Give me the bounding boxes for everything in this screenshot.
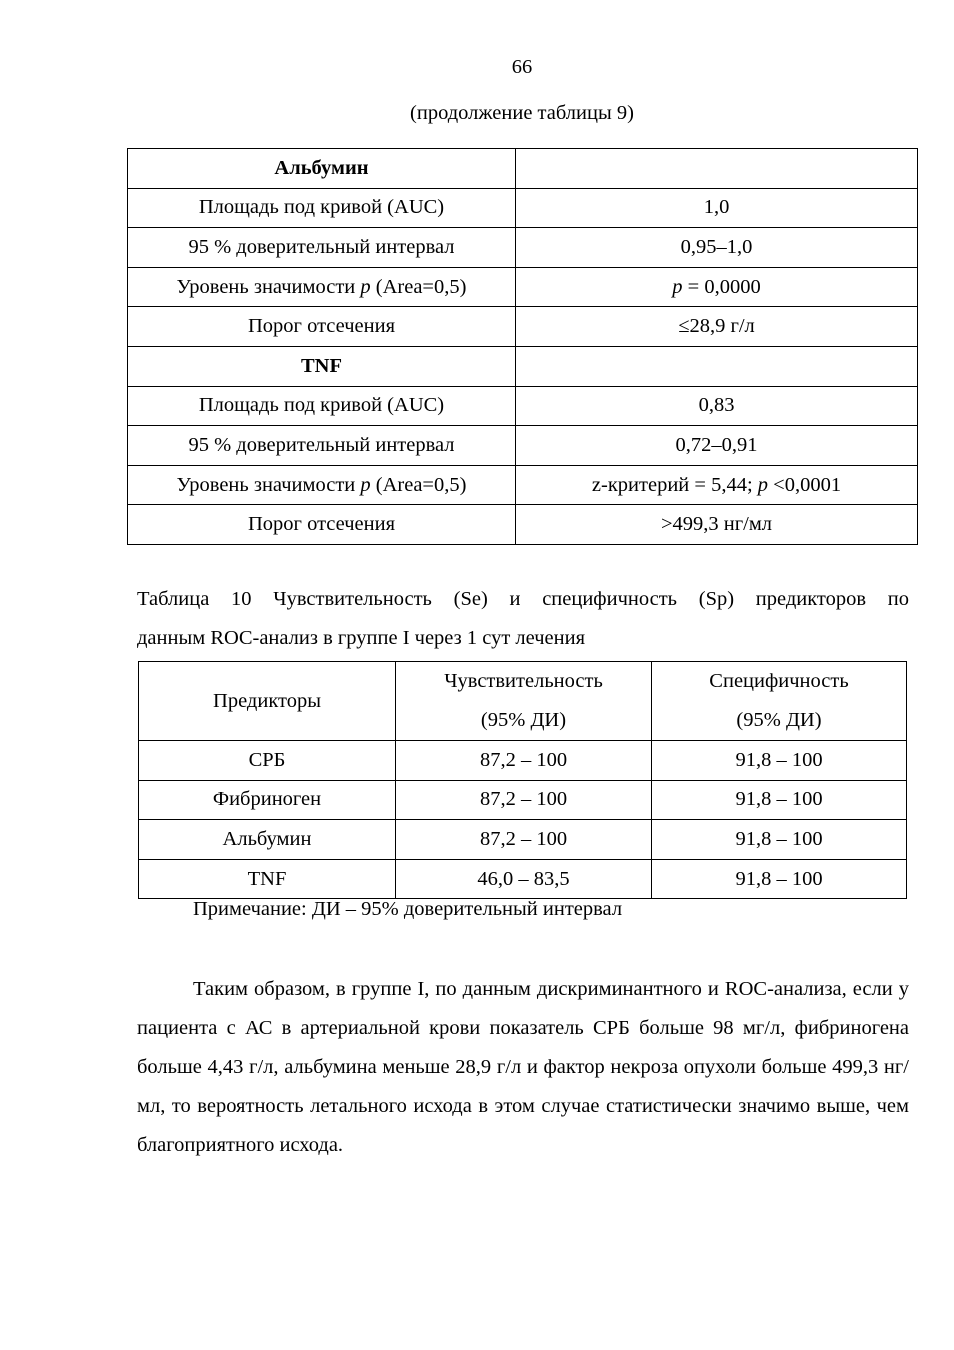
table-10-caption <box>137 580 909 658</box>
table-row <box>128 465 918 505</box>
table-9-continuation <box>127 148 918 545</box>
caption-line-2: данным ROC-анализ в группе I через 1 сут лечения <box>137 627 586 649</box>
table-row <box>128 346 918 386</box>
table-row <box>128 267 918 307</box>
table-row <box>139 820 907 860</box>
sensitivity-cell: 87,2 – 100 <box>396 820 652 860</box>
table-row <box>128 386 918 426</box>
predictor-cell: Альбумин <box>139 820 396 860</box>
section-header-albumin: Альбумин <box>128 149 516 189</box>
table-row <box>139 780 907 820</box>
table-10 <box>138 661 907 899</box>
row-value: z-критерий = 5,44; p <0,0001 <box>516 465 918 505</box>
header-specificity: Специфичность (95% ДИ) <box>652 662 907 741</box>
table-row <box>128 307 918 347</box>
table-row <box>128 188 918 228</box>
sensitivity-cell: 46,0 – 83,5 <box>396 859 652 899</box>
predictor-cell: TNF <box>139 859 396 899</box>
row-value: 1,0 <box>516 188 918 228</box>
header-sensitivity: Чувствительность (95% ДИ) <box>396 662 652 741</box>
row-value: 0,83 <box>516 386 918 426</box>
table-row <box>128 505 918 545</box>
row-label: Площадь под кривой (AUC) <box>128 386 516 426</box>
row-value: 0,72–0,91 <box>516 426 918 466</box>
sensitivity-cell: 87,2 – 100 <box>396 780 652 820</box>
row-label: 95 % доверительный интервал <box>128 228 516 268</box>
specificity-cell: 91,8 – 100 <box>652 820 907 860</box>
caption-line-1: Таблица 10 Чувствительность (Se) и специфичность (Sp) предикторов по <box>137 588 909 610</box>
table-row <box>128 426 918 466</box>
body-paragraph: Таким образом, в группе I, по данным дискриминантного и ROC-анализа, если у пациента с АС в артериальной крови показатель СРБ больше 98 мг/л, фибриногена больше 4,43 г/л, альбумина меньше 28,9 г/л и фактор некроза опухоли больше 499,3 нг/мл, то вероятность летального исхода в этом случае статистически значимо выше, чем благоприятного исхода. <box>137 978 909 1156</box>
row-label: Уровень значимости p (Area=0,5) <box>128 465 516 505</box>
table-continuation-caption: (продолжение таблицы 9) <box>410 102 634 124</box>
table-note: Примечание: ДИ – 95% доверительный интервал <box>193 898 623 920</box>
table-row <box>128 149 918 189</box>
sensitivity-cell: 87,2 – 100 <box>396 741 652 781</box>
page-number: 66 <box>511 56 533 78</box>
table-row <box>139 859 907 899</box>
row-value: >499,3 нг/мл <box>516 505 918 545</box>
table-row <box>128 228 918 268</box>
header-predictors: Предикторы <box>139 662 396 741</box>
specificity-cell: 91,8 – 100 <box>652 780 907 820</box>
row-label: Порог отсечения <box>128 307 516 347</box>
specificity-cell: 91,8 – 100 <box>652 859 907 899</box>
table-cell <box>516 346 918 386</box>
row-label: Площадь под кривой (AUC) <box>128 188 516 228</box>
row-label: Уровень значимости p (Area=0,5) <box>128 267 516 307</box>
row-label: Порог отсечения <box>128 505 516 545</box>
table-cell <box>516 149 918 189</box>
table-row <box>139 741 907 781</box>
specificity-cell: 91,8 – 100 <box>652 741 907 781</box>
table-header-row <box>139 662 907 741</box>
row-value: ≤28,9 г/л <box>516 307 918 347</box>
row-value: p = 0,0000 <box>516 267 918 307</box>
row-value: 0,95–1,0 <box>516 228 918 268</box>
predictor-cell: СРБ <box>139 741 396 781</box>
section-header-tnf: TNF <box>128 346 516 386</box>
row-label: 95 % доверительный интервал <box>128 426 516 466</box>
predictor-cell: Фибриноген <box>139 780 396 820</box>
